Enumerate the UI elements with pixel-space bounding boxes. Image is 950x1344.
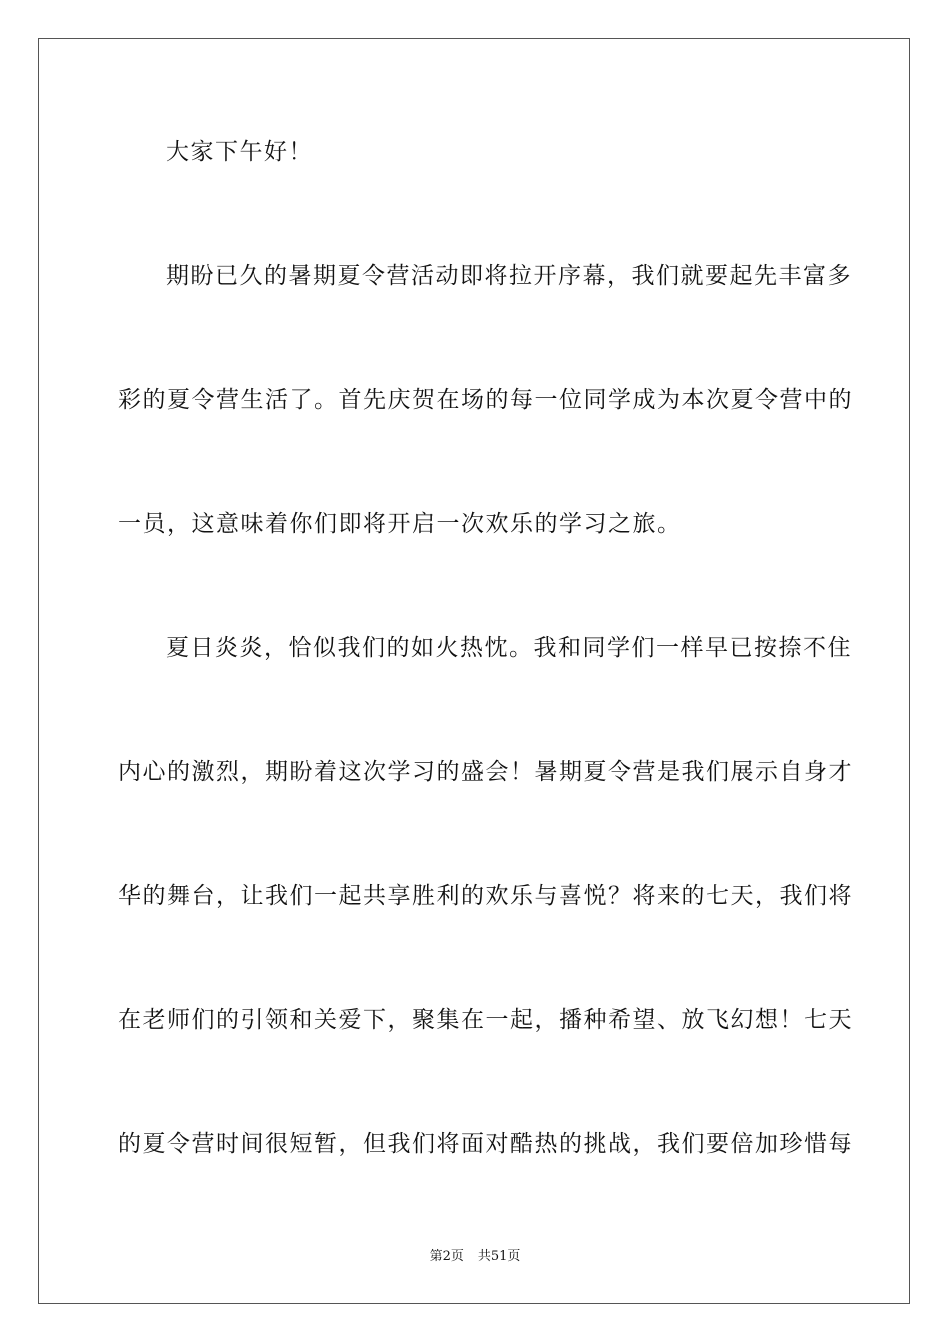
text-line-paragraph-2-line-1: 夏日炎炎，恰似我们的如火热忱。我和同学们一样早已按捺不住 [166, 635, 852, 661]
page-footer [0, 1248, 950, 1266]
page-total: 共51页 [477, 1249, 521, 1264]
text-line-paragraph-2-line-3: 华的舞台，让我们一起共享胜利的欢乐与喜悦？将来的七天，我们将 [118, 883, 853, 909]
page-border [38, 38, 910, 1304]
text-line-paragraph-1-line-2: 彩的夏令营生活了。首先庆贺在场的每一位同学成为本次夏令营中的 [118, 387, 853, 413]
page-number: 第2页 [429, 1249, 464, 1264]
text-line-paragraph-2-line-4: 在老师们的引领和关爱下，聚集在一起，播种希望、放飞幻想！七天 [118, 1007, 853, 1033]
text-line-greeting: 大家下午好！ [166, 139, 313, 165]
text-line-paragraph-2-line-2: 内心的激烈，期盼着这次学习的盛会！暑期夏令营是我们展示自身才 [118, 759, 853, 785]
text-line-paragraph-2-line-5: 的夏令营时间很短暂，但我们将面对酷热的挑战，我们要倍加珍惜每 [118, 1131, 853, 1157]
text-line-paragraph-1-line-3: 一员，这意味着你们即将开启一次欢乐的学习之旅。 [118, 511, 682, 537]
text-line-paragraph-1-line-1: 期盼已久的暑期夏令营活动即将拉开序幕，我们就要起先丰富多 [166, 263, 852, 289]
